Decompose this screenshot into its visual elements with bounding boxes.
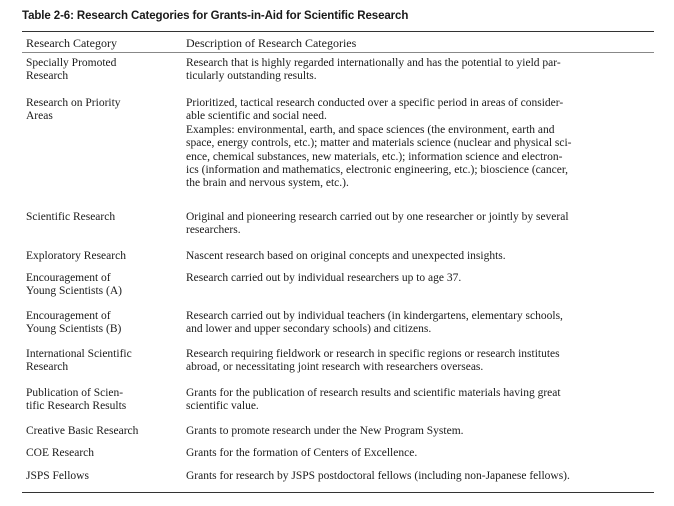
description-cell bbox=[186, 470, 652, 483]
category-line: Research bbox=[26, 70, 69, 82]
description-line: the brain and nervous system, etc.). bbox=[186, 177, 349, 190]
description-line: and lower and upper secondary schools) and citizens. bbox=[186, 323, 432, 336]
research-category-cell bbox=[26, 387, 176, 413]
description-line: Research carried out by individual teachers (in kindergartens, elementary schools, bbox=[186, 310, 563, 322]
description-line: Grants for the publication of research results and scientific materials having great bbox=[186, 387, 561, 399]
category-line: Young Scientists (A) bbox=[26, 285, 122, 297]
category-line: Scientific Research bbox=[26, 211, 116, 223]
table-title: Table 2-6: Research Categories for Grants-in-Aid for Scientific Research bbox=[22, 10, 409, 22]
description-line: Grants to promote research under the New Program System. bbox=[186, 425, 464, 437]
category-line: Creative Basic Research bbox=[26, 425, 139, 437]
description-line: Examples: environmental, earth, and space sciences (the environment, earth and bbox=[186, 123, 555, 136]
description-cell bbox=[186, 272, 652, 285]
description-line: ics (information and mathematics, electronic engineering, etc.); bioscience (cancer, bbox=[186, 164, 569, 177]
description-cell bbox=[186, 211, 652, 238]
category-line: Areas bbox=[26, 110, 53, 122]
description-cell bbox=[186, 447, 652, 460]
research-category-cell bbox=[26, 97, 176, 123]
table-bottom-rule bbox=[22, 492, 654, 493]
description-line: Nascent research based on original concepts and unexpected insights. bbox=[186, 250, 506, 262]
category-line: Encouragement of bbox=[26, 310, 111, 322]
category-line: Specially Promoted bbox=[26, 57, 117, 69]
description-line: Research carried out by individual researchers up to age 37. bbox=[186, 272, 462, 284]
research-category-cell bbox=[26, 425, 176, 438]
description-cell bbox=[186, 250, 652, 263]
category-line: JSPS Fellows bbox=[26, 470, 89, 482]
research-category-cell bbox=[26, 272, 176, 298]
description-line: researchers. bbox=[186, 224, 241, 237]
description-line: ticularly outstanding results. bbox=[186, 70, 317, 83]
header-divider-rule bbox=[22, 52, 654, 53]
description-line: able scientific and social need. bbox=[186, 110, 327, 123]
description-cell bbox=[186, 387, 652, 414]
category-line: Exploratory Research bbox=[26, 250, 126, 262]
research-category-cell bbox=[26, 348, 176, 374]
research-category-cell bbox=[26, 447, 176, 460]
category-line: Publication of Scien- bbox=[26, 387, 124, 399]
research-category-cell bbox=[26, 57, 176, 83]
research-category-cell bbox=[26, 310, 176, 336]
research-category-cell bbox=[26, 211, 176, 224]
description-cell bbox=[186, 97, 652, 191]
header-description: Description of Research Categories bbox=[186, 36, 357, 50]
description-cell bbox=[186, 57, 652, 84]
description-line: Original and pioneering research carried out by one researcher or jointly by several bbox=[186, 211, 569, 223]
category-line: International Scientific bbox=[26, 348, 132, 360]
category-line: Research on Priority bbox=[26, 97, 121, 109]
description-line: space, energy controls, etc.); matter and materials science (nuclear and physical sci- bbox=[186, 137, 572, 150]
description-line: Research requiring fieldwork or research in specific regions or research institutes bbox=[186, 348, 560, 360]
category-line: Young Scientists (B) bbox=[26, 323, 122, 335]
category-line: tific Research Results bbox=[26, 400, 127, 412]
description-cell bbox=[186, 310, 652, 337]
description-line: Prioritized, tactical research conducted over a specific period in areas of consider- bbox=[186, 97, 564, 109]
description-line: scientific value. bbox=[186, 400, 259, 413]
research-category-cell bbox=[26, 250, 176, 263]
research-category-cell bbox=[26, 470, 176, 483]
table-top-rule bbox=[22, 31, 654, 32]
category-line: Encouragement of bbox=[26, 272, 111, 284]
description-line: Grants for research by JSPS postdoctoral fellows (including non-Japanese fellows). bbox=[186, 470, 570, 482]
description-line: Grants for the formation of Centers of Excellence. bbox=[186, 447, 418, 459]
category-line: COE Research bbox=[26, 447, 95, 459]
header-research-category: Research Category bbox=[26, 36, 117, 50]
description-line: ence, chemical substances, new materials, etc.); information science and electron- bbox=[186, 150, 563, 163]
description-line: abroad, or necessitating joint research with researchers overseas. bbox=[186, 361, 484, 374]
description-cell bbox=[186, 348, 652, 375]
description-cell bbox=[186, 425, 652, 438]
description-line: Research that is highly regarded internationally and has the potential to yield par- bbox=[186, 57, 561, 69]
category-line: Research bbox=[26, 361, 69, 373]
